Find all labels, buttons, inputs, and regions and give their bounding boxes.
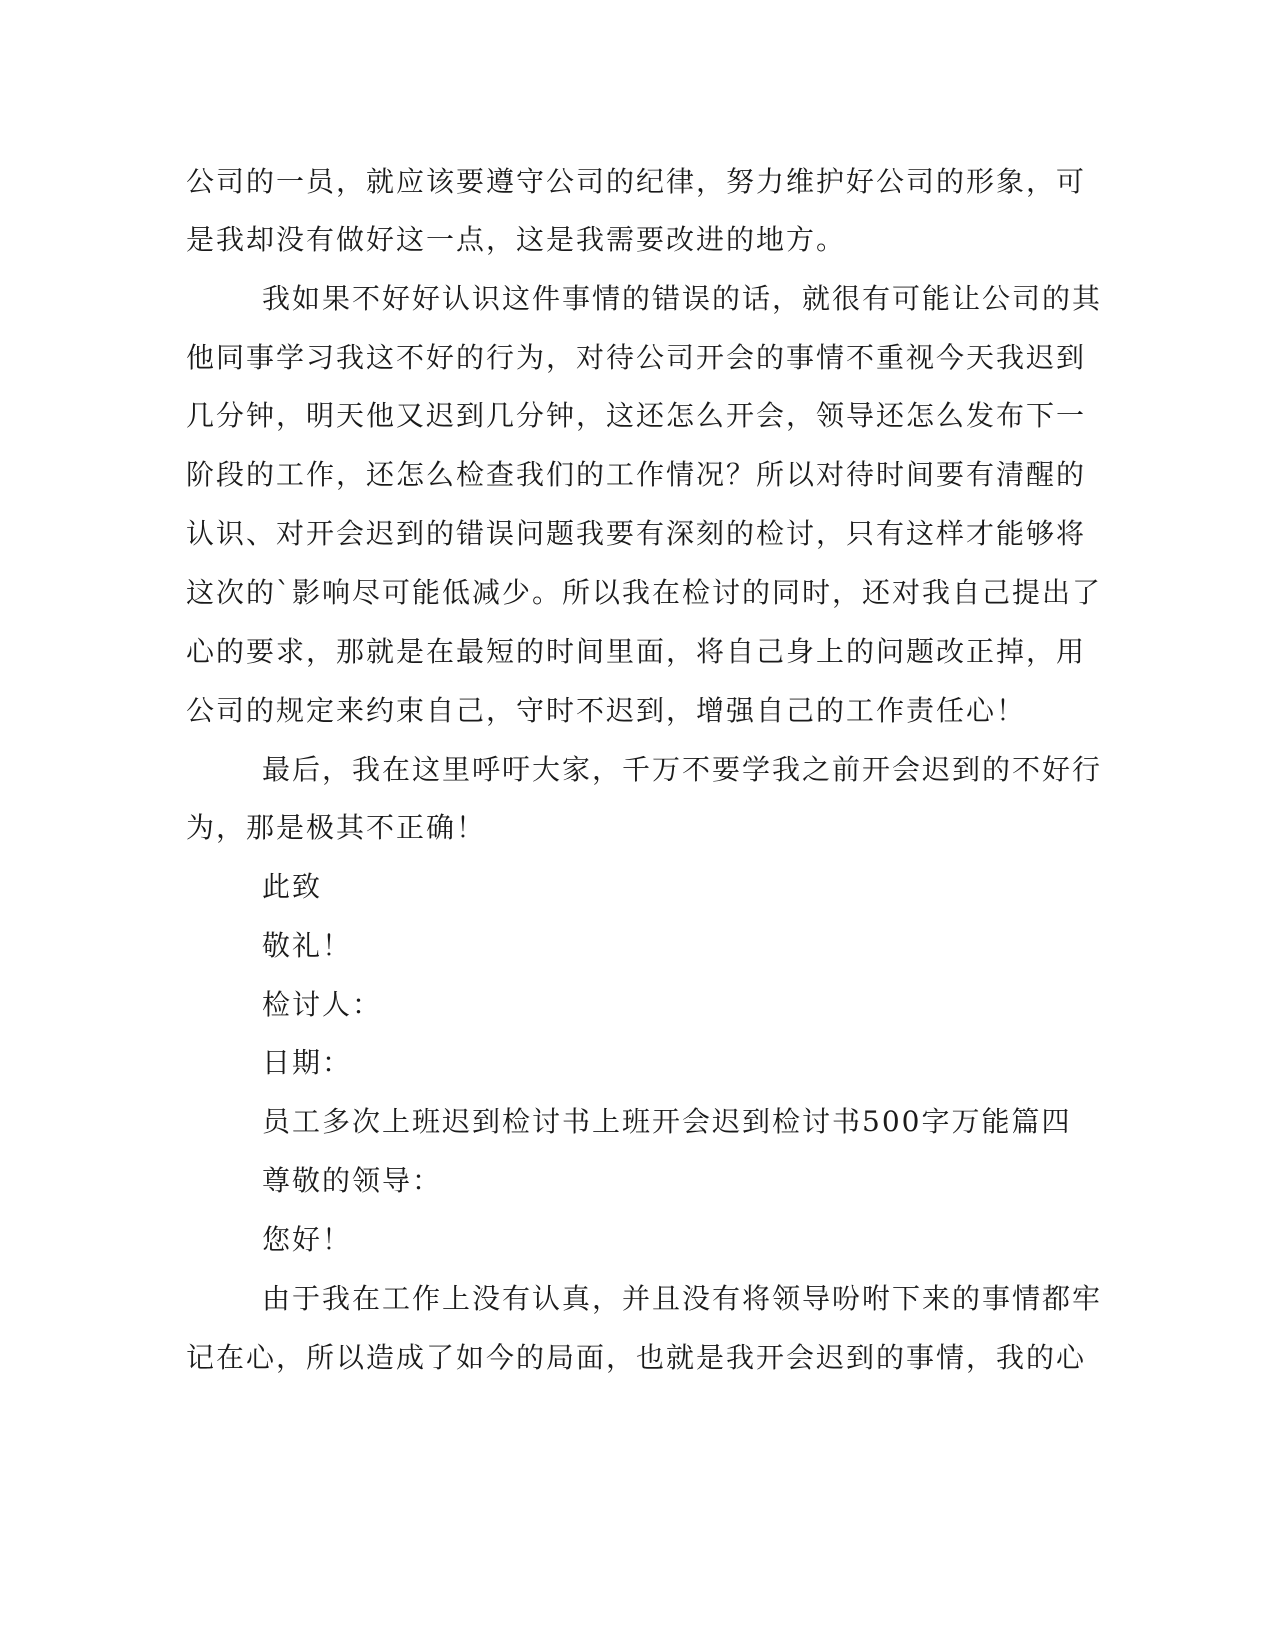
text-line: 是我却没有做好这一点，这是我需要改进的地方。 [186,223,847,256]
text-line: 认识、对开会迟到的错误问题我要有深刻的检讨，只有这样才能够将 [186,517,1087,550]
closing-regards: 敬礼！ [262,929,353,962]
text-line: 心的要求，那就是在最短的时间里面，将自己身上的问题改正掉，用 [186,635,1087,668]
text-line: 公司的一员，就应该要遵守公司的纪律，努力维护好公司的形象，可 [186,165,1087,198]
date-label: 日期： [262,1046,353,1079]
text-line: 几分钟，明天他又迟到几分钟，这还怎么开会，领导还怎么发布下一 [186,399,1087,432]
section-title: 员工多次上班迟到检讨书上班开会迟到检讨书500字万能篇四 [262,1105,1072,1138]
text-line: 阶段的工作，还怎么检查我们的工作情况？所以对待时间要有清醒的 [186,458,1087,491]
closing-salutation: 此致 [262,870,323,903]
greeting: 您好！ [262,1223,353,1256]
signature-label: 检讨人： [262,988,383,1021]
paragraph-start-line: 最后，我在这里呼吁大家，千万不要学我之前开会迟到的不好行 [262,753,1103,786]
text-line: 这次的`影响尽可能低减少。所以我在检讨的同时，还对我自己提出了 [186,576,1103,609]
greeting-recipient: 尊敬的领导： [262,1164,443,1197]
text-line: 公司的规定来约束自己，守时不迟到，增强自己的工作责任心！ [186,694,1027,727]
text-line: 他同事学习我这不好的行为，对待公司开会的事情不重视今天我迟到 [186,341,1087,374]
paragraph-start-line: 由于我在工作上没有认真，并且没有将领导吩咐下来的事情都牢 [262,1282,1103,1315]
paragraph-start-line: 我如果不好好认识这件事情的错误的话，就很有可能让公司的其 [262,282,1103,315]
text-line: 为，那是极其不正确！ [186,811,487,844]
text-line: 记在心，所以造成了如今的局面，也就是我开会迟到的事情，我的心 [186,1341,1087,1374]
